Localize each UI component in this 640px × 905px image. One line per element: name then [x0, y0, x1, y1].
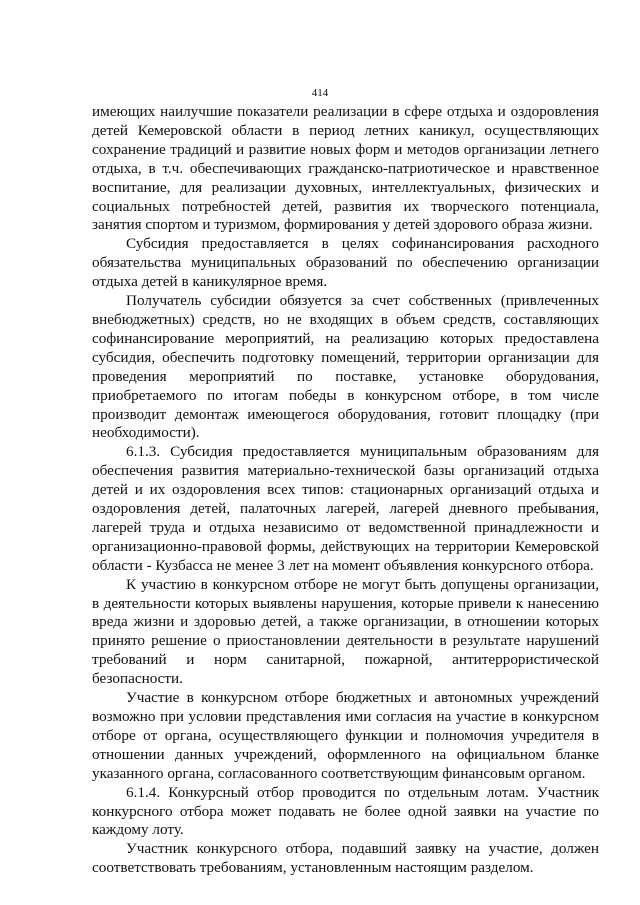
- document-body: [92, 103, 599, 878]
- page-number: 414: [311, 87, 329, 99]
- paragraph-6-1-4: 6.1.4. Конкурсный отбор проводится по отдельным лотам. Участник конкурсного отбора может подавать не более одной заявки на участие по каждому лоту.: [92, 783, 599, 839]
- paragraph-exclusions: К участию в конкурсном отборе не могут быть допущены организации, в деятельности которых выявлены нарушения, которые привели к нанесению вреда жизни и здоровью детей, а также организации, в отношении которых принято решение о приостановлении деятельности в результате нарушений требований и норм санитарной, пожарной, антитеррористической безопасности.: [92, 575, 599, 688]
- paragraph-subsidy-purpose: Субсидия предоставляется в целях софинансирования расходного обязательства муниципальных образований по обеспечению организации отдыха детей в каникулярное время.: [92, 235, 599, 291]
- paragraph-recipient-obligations: Получатель субсидии обязуется за счет собственных (привлеченных внебюджетных) средств, но не входящих в объем средств, составляющих софинансирование мероприятий, на реализацию которых предоставлена субсидия, обеспечить подготовку помещений, территории организации для проведения мероприятий по поставке, установке оборудования, приобретаемого по итогам победы в конкурсном отборе, в том числе производит демонтаж имеющегося оборудования, готовит площадку (при необходимости).: [92, 292, 599, 442]
- paragraph-6-1-3: 6.1.3. Субсидия предоставляется муниципальным образованиям для обеспечения развития материально-технической базы организаций отдыха детей и их оздоровления всех типов: стационарных организаций отдыха и оздоровления детей, палаточных лагерей, лагерей дневного пребывания, лагерей труда и отдыха независимо от ведомственной принадлежности и организационно-правовой формы, действующих на территории Кемеровской области - Кузбасса не менее 3 лет на момент объявления конкурсного отбора.: [92, 443, 599, 574]
- paragraph-budget-institutions: Участие в конкурсном отборе бюджетных и автономных учреждений возможно при условии представления ими согласия на участие в конкурсном отборе от органа, осуществляющего функции и полномочия учредителя в отношении данных учреждений, оформленного на официальном бланке указанного органа, согласованного соответствующим финансовым органом.: [92, 689, 599, 782]
- paragraph-participant-requirements: Участник конкурсного отбора, подавший заявку на участие, должен соответствовать требованиям, установленным настоящим разделом.: [92, 840, 599, 877]
- paragraph-continued: имеющих наилучшие показатели реализации в сфере отдыха и оздоровления детей Кемеровской области в период летних каникул, осуществляющих сохранение традиций и развитие новых форм и методов организации летнего отдыха, в т.ч. обеспечивающих гражданско-патриотическое и нравственное воспитание, для реализации духовных, интеллектуальных, физических и социальных потребностей детей, развития их творческого потенциала, занятия спортом и туризмом, формирования у детей здорового образа жизни.: [92, 103, 599, 234]
